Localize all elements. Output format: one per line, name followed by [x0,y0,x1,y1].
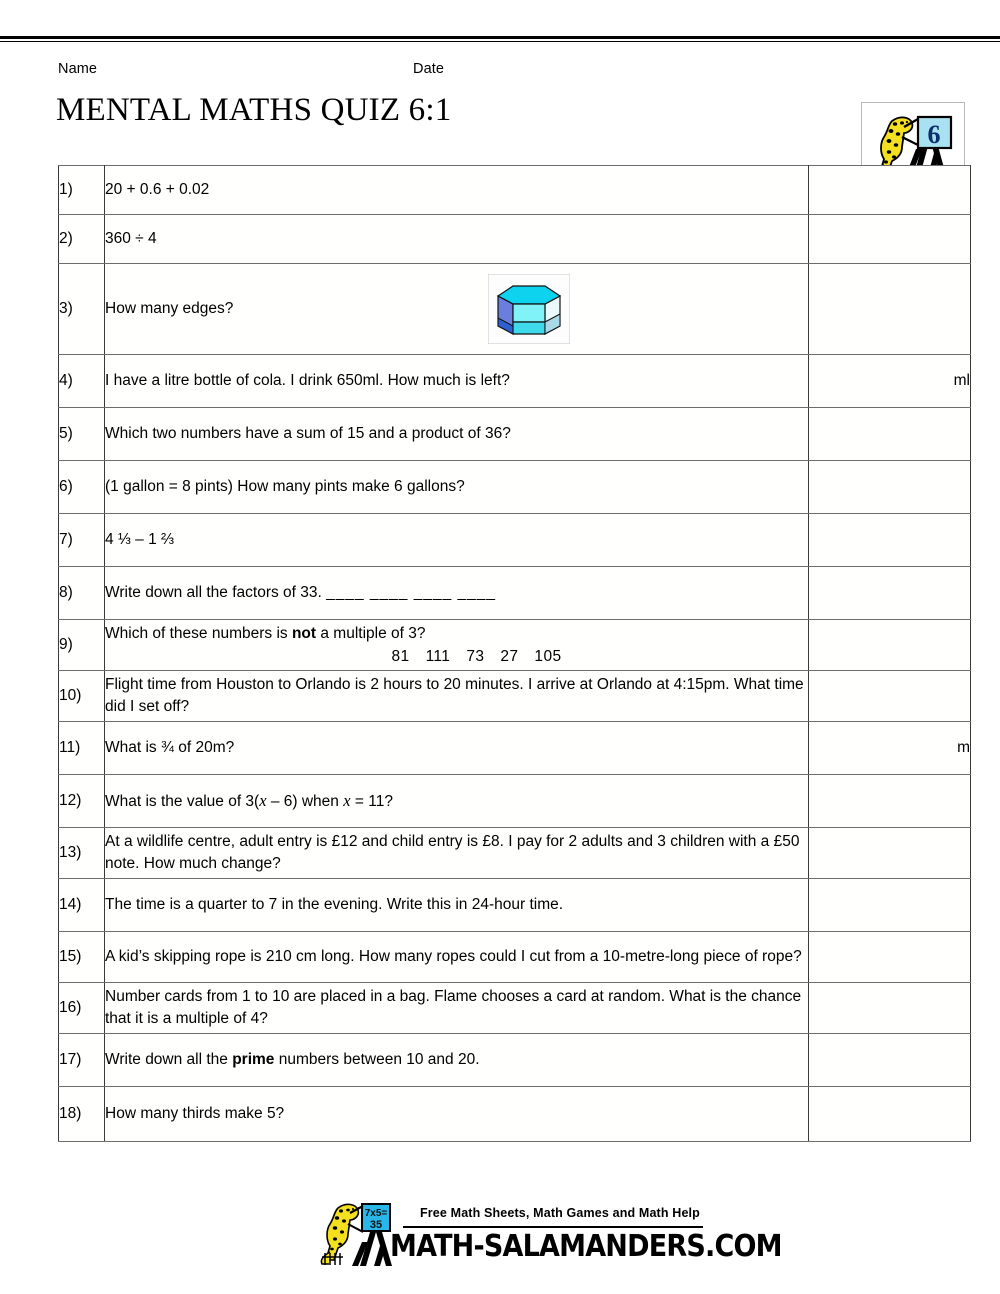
answer-box[interactable] [809,775,971,828]
answer-box[interactable] [809,879,971,932]
question-number: 10) [59,671,105,722]
question-text-pre: Write down all the [105,1051,233,1068]
question-cell [105,620,809,671]
top-rule-thin [0,41,1000,42]
question-number: 7) [59,514,105,567]
question-text: 20 + 0.6 + 0.02 [105,166,809,215]
question-text: 360 ÷ 4 [105,215,809,264]
question-text: How many edges? [105,300,234,317]
table-row [59,355,971,408]
number-option: 27 [500,647,519,665]
answer-box[interactable] [809,932,971,983]
question-number: 8) [59,567,105,620]
question-number: 11) [59,722,105,775]
table-row [59,215,971,264]
table-row [59,775,971,828]
table-row [59,620,971,671]
question-cell [105,567,809,620]
answer-box[interactable] [809,514,971,567]
question-text-post: = 11? [350,793,393,810]
question-text-mid: – 6) when [266,793,344,810]
question-number: 3) [59,264,105,355]
number-option: 73 [466,647,485,665]
answer-box[interactable] [809,215,971,264]
answer-box[interactable] [809,983,971,1034]
answer-box[interactable] [809,1087,971,1142]
name-field-label: Name [58,61,98,77]
question-number-options [105,645,808,668]
table-row [59,408,971,461]
question-number: 14) [59,879,105,932]
question-number: 6) [59,461,105,514]
number-option: 81 [391,647,410,665]
footer-branding [320,1196,782,1276]
footer-brand-text[interactable]: MATH-SALAMANDERS.COM [390,1229,782,1264]
table-row [59,1087,971,1142]
footer-divider-rule [403,1226,703,1228]
number-option: 111 [425,647,451,665]
answer-box[interactable] [809,567,971,620]
question-text-pre: What is the value of 3( [105,793,260,810]
hexagonal-prism-icon [488,274,570,344]
question-number: 17) [59,1034,105,1087]
question-number: 5) [59,408,105,461]
table-row [59,166,971,215]
footer-tagline: Free Math Sheets, Math Games and Math Help [420,1206,700,1220]
question-text: Flight time from Houston to Orlando is 2 hours to 20 minutes. I arrive at Orlando at 4:15pm. What time did I set off? [105,671,809,722]
table-row [59,671,971,722]
top-divider-rule [0,36,1000,42]
question-text: A kid’s skipping rope is 210 cm long. How many ropes could I cut from a 10-metre-long piece of rope? [105,932,809,983]
question-cell [105,1034,809,1087]
question-number: 4) [59,355,105,408]
answer-box[interactable] [809,408,971,461]
question-number: 18) [59,1087,105,1142]
answer-box[interactable]: ml [809,355,971,408]
page-title: MENTAL MATHS QUIZ 6:1 [56,92,452,128]
question-text: The time is a quarter to 7 in the evening. Write this in 24-hour time. [105,879,809,932]
answer-box[interactable]: m [809,722,971,775]
question-text: What is ¾ of 20m? [105,722,809,775]
question-text: (1 gallon = 8 pints) How many pints make 6 gallons? [105,461,809,514]
question-text-post: numbers between 10 and 20. [274,1051,480,1068]
answer-box[interactable] [809,1034,971,1087]
answer-box[interactable] [809,166,971,215]
svg-text:6: 6 [927,120,941,149]
table-row [59,1034,971,1087]
question-text: 4 ⅓ – 1 ⅔ [105,514,809,567]
variable-x: x [343,791,351,810]
table-row [59,828,971,879]
date-field-label: Date [413,61,445,77]
question-text-post: a multiple of 3? [316,624,426,642]
answer-box[interactable] [809,828,971,879]
table-row [59,879,971,932]
question-text: Number cards from 1 to 10 are placed in a bag. Flame chooses a card at random. What is the chance that it is a multiple of 4? [105,983,809,1034]
question-text: Write down all the factors of 33. [105,584,322,601]
question-cell [105,775,809,828]
answer-blanks[interactable]: ____ ____ ____ ____ [326,584,496,601]
answer-box[interactable] [809,461,971,514]
top-rule-thick [0,36,1000,39]
question-number: 9) [59,620,105,671]
question-cell [105,264,809,355]
table-row [59,264,971,355]
board-text-top: 7x5= [364,1208,388,1219]
question-number: 13) [59,828,105,879]
answer-box[interactable] [809,620,971,671]
worksheet-footer [0,1196,1000,1286]
question-text: At a wildlife centre, adult entry is £12 and child entry is £8. I pay for 2 adults and 3 children with a £50 note. How much change? [105,828,809,879]
question-text: I have a litre bottle of cola. I drink 650ml. How much is left? [105,355,809,408]
question-text: How many thirds make 5? [105,1087,809,1142]
table-row [59,983,971,1034]
variable-x: x [259,791,267,810]
worksheet-header [0,44,1000,154]
quiz-questions-table [58,165,971,1142]
answer-box[interactable] [809,671,971,722]
table-row [59,567,971,620]
question-text-pre: Which of these numbers is [105,624,292,642]
question-number: 2) [59,215,105,264]
table-row [59,461,971,514]
answer-box[interactable] [809,264,971,355]
question-emphasis: prime [232,1051,275,1068]
question-number: 15) [59,932,105,983]
board-text-bottom: 35 [369,1219,383,1231]
number-option: 105 [534,647,562,665]
question-number: 1) [59,166,105,215]
question-text: Which two numbers have a sum of 15 and a product of 36? [105,408,809,461]
question-number: 16) [59,983,105,1034]
table-row [59,514,971,567]
table-row [59,722,971,775]
question-emphasis: not [291,624,317,642]
table-row [59,932,971,983]
question-number: 12) [59,775,105,828]
